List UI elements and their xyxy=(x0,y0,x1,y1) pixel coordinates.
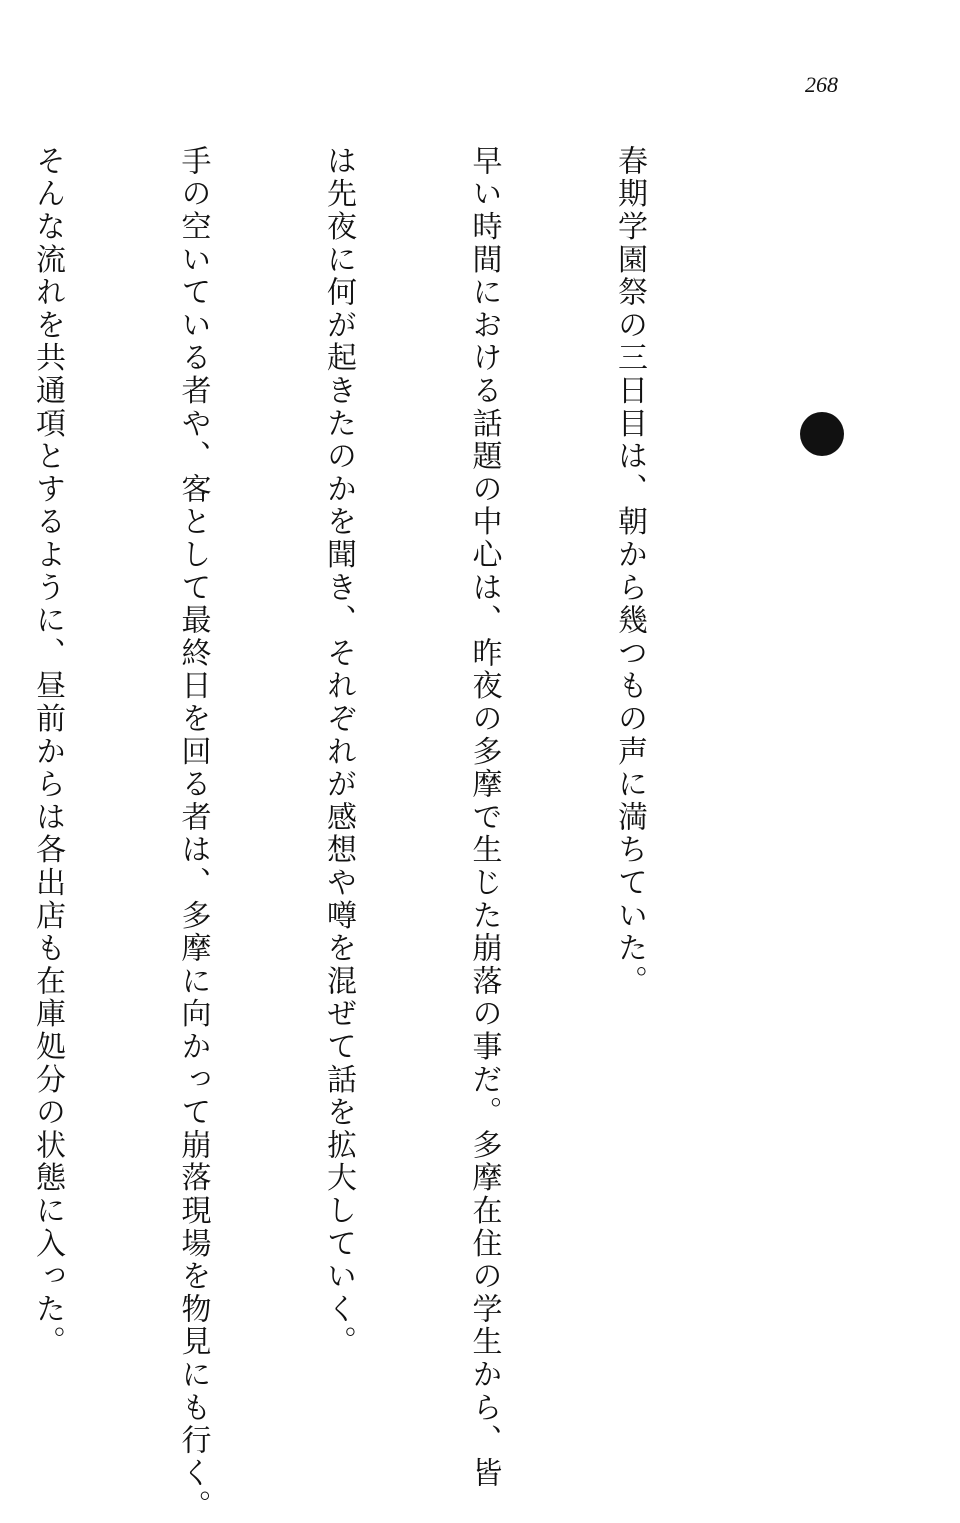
page-number: 268 xyxy=(805,72,838,97)
section-marker-dot xyxy=(800,412,844,456)
text-line: そんな流れを共通項とするように、昼前からは各出店も在庫処分の状態に入った。 xyxy=(30,145,65,1359)
text-line: 手の空いている者や、客として最終日を回る者は、多摩に向かって崩落現場を物見にも行く。 xyxy=(175,145,211,1523)
text-line: 早い時間における話題の中心は、昨夜の多摩で生じた崩落の事だ。多摩在住の学生から、皆 xyxy=(466,145,502,1490)
text-line: 春期学園祭の三日目は、朝から幾つもの声に満ちていた。 xyxy=(612,145,647,998)
text-line: は先夜に何が起きたのかを聞き、それぞれが感想や噂を混ぜて話を拡大していく。 xyxy=(321,145,356,1359)
vertical-text-body xyxy=(30,145,750,1523)
